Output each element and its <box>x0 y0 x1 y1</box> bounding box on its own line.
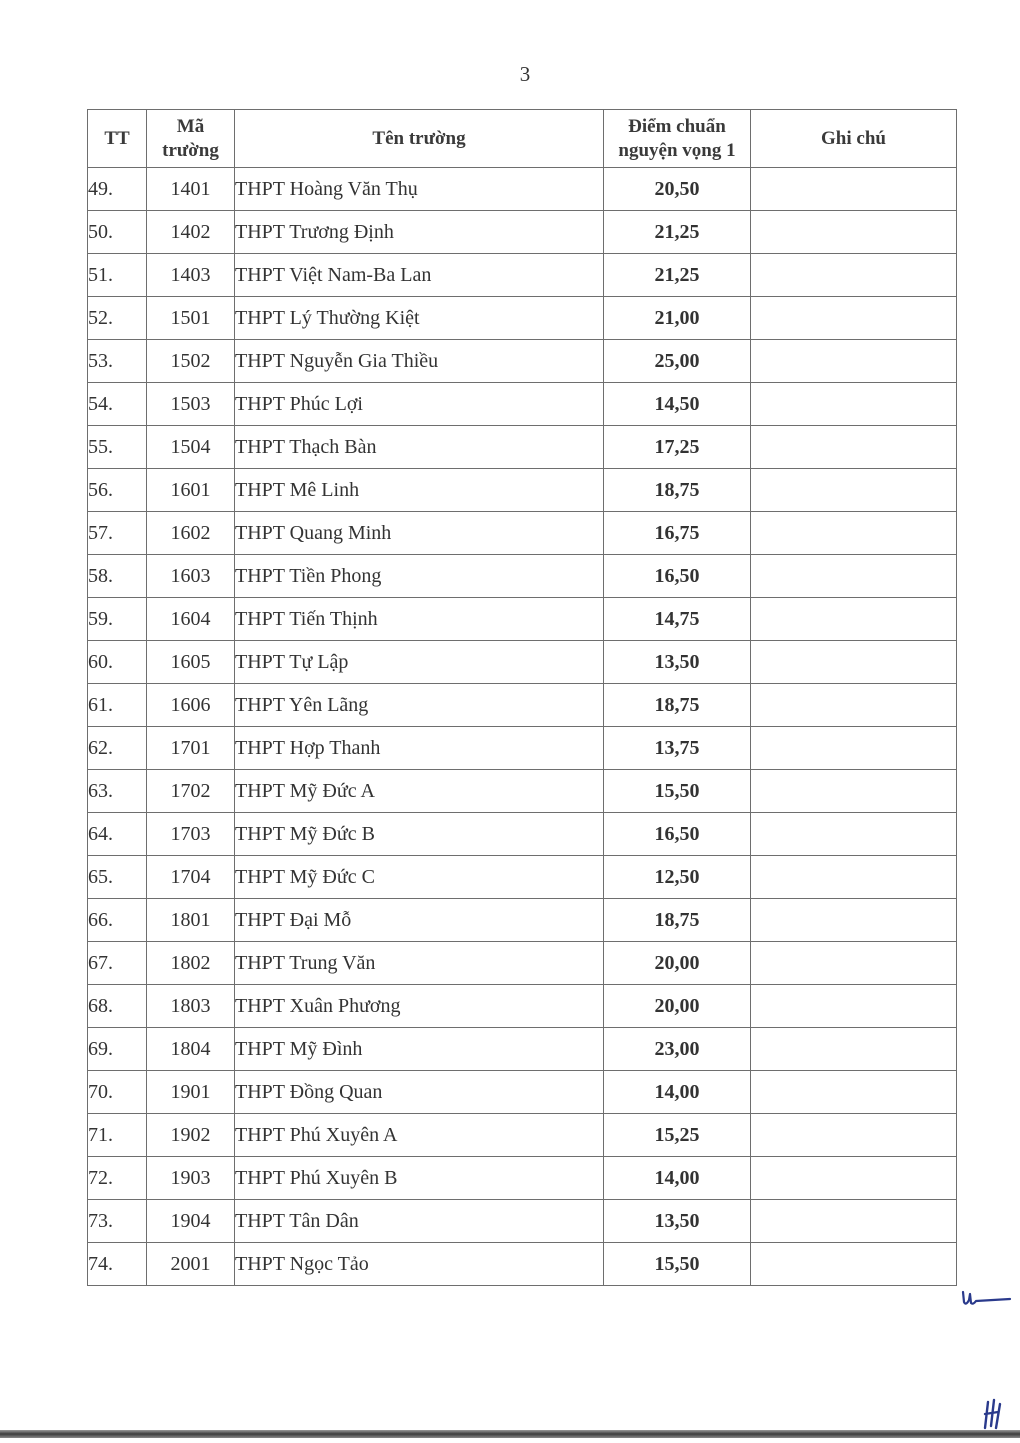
cutoff-score: 14,75 <box>604 598 751 641</box>
table-row <box>88 297 957 340</box>
school-name: THPT Yên Lãng <box>235 684 604 727</box>
note-cell <box>751 985 957 1028</box>
note-cell <box>751 512 957 555</box>
school-name: THPT Mê Linh <box>235 469 604 512</box>
table-body <box>88 168 957 1286</box>
row-number: 66. <box>88 899 147 942</box>
note-cell <box>751 211 957 254</box>
note-cell <box>751 1243 957 1286</box>
cutoff-score: 14,00 <box>604 1157 751 1200</box>
school-code: 1801 <box>147 899 235 942</box>
row-number: 63. <box>88 770 147 813</box>
school-name: THPT Mỹ Đình <box>235 1028 604 1071</box>
cutoff-score: 16,50 <box>604 813 751 856</box>
row-number: 64. <box>88 813 147 856</box>
table-row <box>88 942 957 985</box>
row-number: 67. <box>88 942 147 985</box>
note-cell <box>751 168 957 211</box>
row-number: 51. <box>88 254 147 297</box>
school-name: THPT Ngọc Tảo <box>235 1243 604 1286</box>
note-cell <box>751 254 957 297</box>
school-code: 1901 <box>147 1071 235 1114</box>
header-note: Ghi chú <box>751 110 957 168</box>
cutoff-score: 18,75 <box>604 899 751 942</box>
cutoff-score: 20,00 <box>604 985 751 1028</box>
school-name: THPT Tiền Phong <box>235 555 604 598</box>
note-cell <box>751 340 957 383</box>
cutoff-score: 23,00 <box>604 1028 751 1071</box>
header-score: Điểm chuẩn nguyện vọng 1 <box>604 110 751 168</box>
school-code: 1703 <box>147 813 235 856</box>
note-cell <box>751 469 957 512</box>
row-number: 72. <box>88 1157 147 1200</box>
row-number: 57. <box>88 512 147 555</box>
table-row <box>88 684 957 727</box>
row-number: 69. <box>88 1028 147 1071</box>
note-cell <box>751 856 957 899</box>
note-cell <box>751 555 957 598</box>
school-code: 1402 <box>147 211 235 254</box>
note-cell <box>751 383 957 426</box>
note-cell <box>751 727 957 770</box>
school-name: THPT Tiến Thịnh <box>235 598 604 641</box>
table-row <box>88 899 957 942</box>
row-number: 73. <box>88 1200 147 1243</box>
school-code: 1902 <box>147 1114 235 1157</box>
cutoff-score: 18,75 <box>604 684 751 727</box>
school-code: 1403 <box>147 254 235 297</box>
note-cell <box>751 297 957 340</box>
header-tt: TT <box>88 110 147 168</box>
school-name: THPT Mỹ Đức A <box>235 770 604 813</box>
school-name: THPT Tân Dân <box>235 1200 604 1243</box>
row-number: 58. <box>88 555 147 598</box>
school-code: 1904 <box>147 1200 235 1243</box>
note-cell <box>751 899 957 942</box>
initials-signature-mark <box>960 1290 1012 1308</box>
table-row <box>88 1028 957 1071</box>
school-code: 1704 <box>147 856 235 899</box>
note-cell <box>751 1200 957 1243</box>
header-school-name: Tên trường <box>235 110 604 168</box>
note-cell <box>751 1114 957 1157</box>
row-number: 62. <box>88 727 147 770</box>
note-cell <box>751 942 957 985</box>
note-cell <box>751 770 957 813</box>
row-number: 65. <box>88 856 147 899</box>
cutoff-score: 17,25 <box>604 426 751 469</box>
cutoff-score: 15,25 <box>604 1114 751 1157</box>
row-number: 70. <box>88 1071 147 1114</box>
school-code: 1803 <box>147 985 235 1028</box>
cutoff-score: 20,00 <box>604 942 751 985</box>
cutoff-score: 16,50 <box>604 555 751 598</box>
cutoff-score: 13,50 <box>604 1200 751 1243</box>
row-number: 60. <box>88 641 147 684</box>
row-number: 50. <box>88 211 147 254</box>
school-name: THPT Hợp Thanh <box>235 727 604 770</box>
row-number: 71. <box>88 1114 147 1157</box>
school-name: THPT Hoàng Văn Thụ <box>235 168 604 211</box>
cutoff-score: 25,00 <box>604 340 751 383</box>
school-code: 1606 <box>147 684 235 727</box>
row-number: 56. <box>88 469 147 512</box>
cutoff-score: 21,25 <box>604 254 751 297</box>
school-code: 1601 <box>147 469 235 512</box>
note-cell <box>751 813 957 856</box>
school-code: 1401 <box>147 168 235 211</box>
school-code: 1503 <box>147 383 235 426</box>
table-row <box>88 985 957 1028</box>
table-row <box>88 426 957 469</box>
school-name: THPT Phúc Lợi <box>235 383 604 426</box>
note-cell <box>751 684 957 727</box>
school-name: THPT Phú Xuyên A <box>235 1114 604 1157</box>
table-row <box>88 641 957 684</box>
cutoff-score: 14,50 <box>604 383 751 426</box>
school-code: 1701 <box>147 727 235 770</box>
table-row <box>88 168 957 211</box>
cutoff-score: 15,50 <box>604 770 751 813</box>
school-name: THPT Đồng Quan <box>235 1071 604 1114</box>
school-code: 1604 <box>147 598 235 641</box>
school-name: THPT Trung Văn <box>235 942 604 985</box>
table-row <box>88 469 957 512</box>
scan-edge-line <box>0 1430 1020 1438</box>
row-number: 68. <box>88 985 147 1028</box>
row-number: 49. <box>88 168 147 211</box>
cutoff-score: 16,75 <box>604 512 751 555</box>
table-row <box>88 727 957 770</box>
row-number: 53. <box>88 340 147 383</box>
cutoff-score: 14,00 <box>604 1071 751 1114</box>
school-name: THPT Quang Minh <box>235 512 604 555</box>
school-code: 1903 <box>147 1157 235 1200</box>
school-name: THPT Đại Mỗ <box>235 899 604 942</box>
row-number: 59. <box>88 598 147 641</box>
row-number: 61. <box>88 684 147 727</box>
school-code: 1802 <box>147 942 235 985</box>
row-number: 55. <box>88 426 147 469</box>
table-header-row <box>88 110 957 168</box>
table-row <box>88 254 957 297</box>
table-row <box>88 340 957 383</box>
table-row <box>88 1200 957 1243</box>
school-name: THPT Thạch Bàn <box>235 426 604 469</box>
school-name: THPT Tự Lập <box>235 641 604 684</box>
cutoff-score: 12,50 <box>604 856 751 899</box>
cutoff-score: 21,25 <box>604 211 751 254</box>
school-name: THPT Việt Nam-Ba Lan <box>235 254 604 297</box>
school-name: THPT Mỹ Đức B <box>235 813 604 856</box>
note-cell <box>751 1028 957 1071</box>
cutoff-score: 13,50 <box>604 641 751 684</box>
page-initial-mark <box>982 1398 1006 1432</box>
cutoff-score: 21,00 <box>604 297 751 340</box>
table-row <box>88 211 957 254</box>
table-row <box>88 555 957 598</box>
page-number: 3 <box>519 62 531 86</box>
school-code: 1603 <box>147 555 235 598</box>
note-cell <box>751 1071 957 1114</box>
table-row <box>88 1157 957 1200</box>
cutoff-score: 18,75 <box>604 469 751 512</box>
table-row <box>88 598 957 641</box>
table-row <box>88 1243 957 1286</box>
row-number: 54. <box>88 383 147 426</box>
school-name: THPT Nguyễn Gia Thiều <box>235 340 604 383</box>
table-row <box>88 813 957 856</box>
school-code: 1501 <box>147 297 235 340</box>
note-cell <box>751 426 957 469</box>
table-row <box>88 383 957 426</box>
school-code: 2001 <box>147 1243 235 1286</box>
header-school-code: Mã trường <box>147 110 235 168</box>
school-code: 1502 <box>147 340 235 383</box>
note-cell <box>751 598 957 641</box>
school-name: THPT Xuân Phương <box>235 985 604 1028</box>
table-row <box>88 856 957 899</box>
note-cell <box>751 641 957 684</box>
school-name: THPT Phú Xuyên B <box>235 1157 604 1200</box>
school-name: THPT Mỹ Đức C <box>235 856 604 899</box>
school-code: 1804 <box>147 1028 235 1071</box>
school-code: 1602 <box>147 512 235 555</box>
row-number: 52. <box>88 297 147 340</box>
school-code: 1702 <box>147 770 235 813</box>
row-number: 74. <box>88 1243 147 1286</box>
school-code: 1605 <box>147 641 235 684</box>
note-cell <box>751 1157 957 1200</box>
table-row <box>88 1071 957 1114</box>
school-name: THPT Trương Định <box>235 211 604 254</box>
admission-score-table <box>87 109 957 1286</box>
cutoff-score: 20,50 <box>604 168 751 211</box>
table-row <box>88 1114 957 1157</box>
school-name: THPT Lý Thường Kiệt <box>235 297 604 340</box>
table-row <box>88 512 957 555</box>
cutoff-score: 15,50 <box>604 1243 751 1286</box>
school-code: 1504 <box>147 426 235 469</box>
cutoff-score: 13,75 <box>604 727 751 770</box>
table-row <box>88 770 957 813</box>
